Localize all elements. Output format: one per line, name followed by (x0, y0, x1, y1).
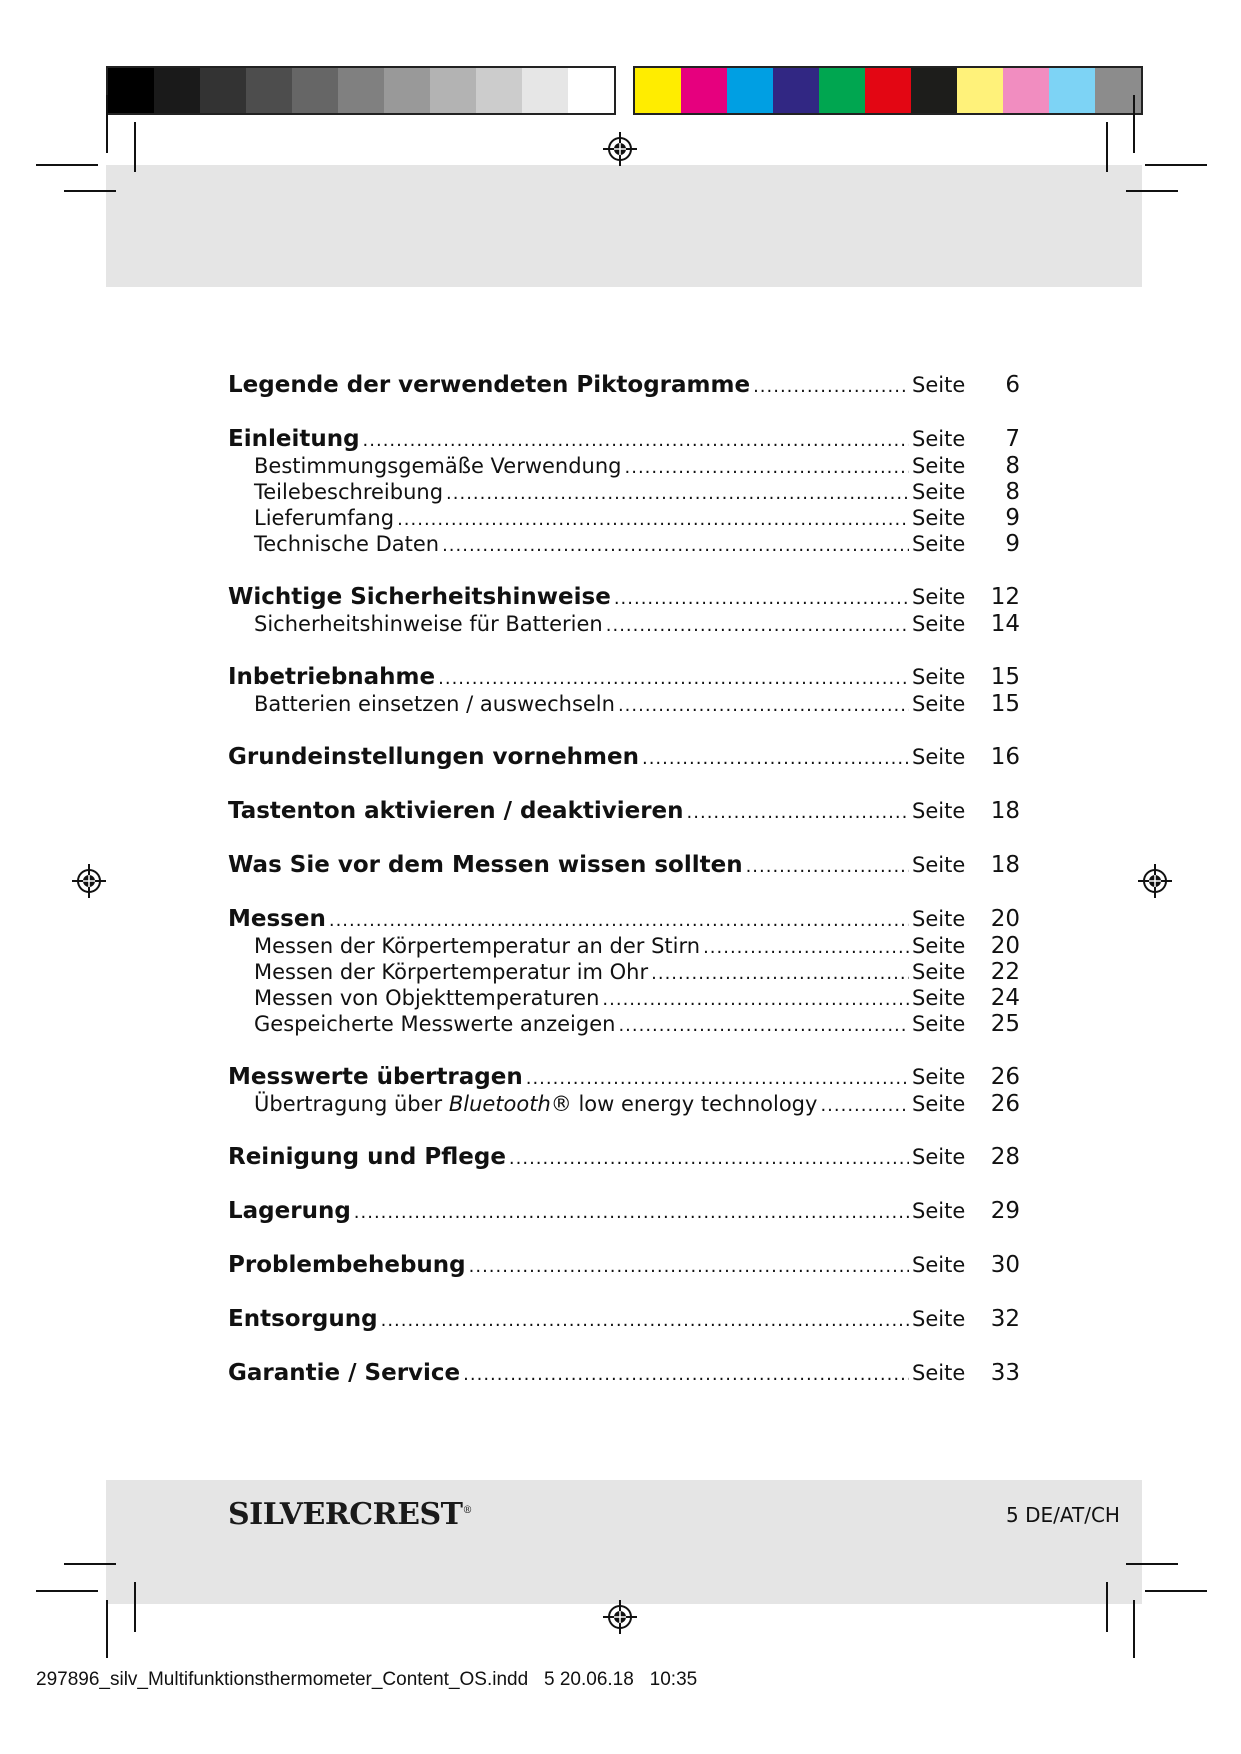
process-color-swatch (957, 68, 1003, 113)
toc-entry-title: Batterien einsetzen / auswechseln (254, 692, 615, 716)
grayscale-swatch (292, 68, 338, 113)
toc-leader-dots (703, 935, 909, 961)
toc-sub-entry (228, 691, 1020, 717)
toc-heading-entry (228, 372, 1020, 399)
toc-entry-title: Messen der Körpertemperatur im Ohr (254, 960, 649, 984)
toc-entry-title: Technische Daten (254, 532, 440, 556)
print-slug: 297896_silv_Multifunktionsthermometer_Content_OS.indd 5 20.06.18 10:35 (36, 1669, 698, 1690)
toc-leader-dots (625, 455, 909, 481)
toc-sub-entry (228, 959, 1020, 985)
toc-entry-title: Messen von Objekttemperaturen (254, 986, 600, 1010)
toc-page-label: Seite (912, 745, 966, 769)
toc-entry-title: Legende der verwendeten Piktogramme (228, 372, 751, 398)
toc-leader-dots (606, 613, 909, 639)
toc-leader-dots (526, 1065, 909, 1092)
toc-page-label: Seite (912, 454, 966, 478)
toc-leader-dots (820, 1093, 909, 1119)
toc-page-label: Seite (912, 532, 966, 556)
toc-page-label: Seite (912, 1253, 966, 1277)
toc-heading-entry (228, 1252, 1020, 1279)
toc-leader-dots (746, 853, 909, 880)
process-color-bar (633, 66, 1143, 115)
toc-leader-dots (381, 1307, 909, 1334)
toc-spacer (228, 1225, 1020, 1252)
toc-heading-entry (228, 798, 1020, 825)
toc-spacer (228, 879, 1020, 906)
toc-page-number: 8 (1005, 453, 1020, 479)
toc-spacer (228, 1333, 1020, 1360)
toc-entry-title: Messen (228, 906, 326, 932)
toc-page-number: 18 (990, 798, 1020, 824)
toc-page-label: Seite (912, 960, 966, 984)
toc-entry-title: Lagerung (228, 1198, 351, 1224)
toc-page-label: Seite (912, 799, 966, 823)
toc-leader-dots (442, 533, 909, 559)
toc-leader-dots (687, 799, 909, 826)
toc-page-number: 15 (990, 691, 1020, 717)
toc-leader-dots (602, 987, 909, 1013)
toc-entry-title: Was Sie vor dem Messen wissen sollten (228, 852, 743, 878)
registration-mark-left-icon (70, 862, 108, 900)
toc-page-label: Seite (912, 986, 966, 1010)
process-color-swatch (911, 68, 957, 113)
toc-spacer (228, 1117, 1020, 1144)
toc-heading-entry (228, 584, 1020, 611)
process-color-swatch (1049, 68, 1095, 113)
grayscale-swatch (522, 68, 568, 113)
toc-sub-entry (228, 453, 1020, 479)
toc-sub-entry (228, 933, 1020, 959)
toc-page-number: 26 (990, 1064, 1020, 1090)
toc-leader-dots (446, 481, 909, 507)
toc-page-label: Seite (912, 1361, 966, 1385)
toc-entry-title: Bestimmungsgemäße Verwendung (254, 454, 622, 478)
toc-leader-dots (753, 373, 909, 400)
toc-leader-dots (363, 427, 909, 454)
grayscale-swatch (338, 68, 384, 113)
toc-leader-dots (642, 745, 909, 772)
toc-page-label: Seite (912, 1307, 966, 1331)
toc-entry-title: Einleitung (228, 426, 360, 452)
toc-spacer (228, 1279, 1020, 1306)
grayscale-swatch (154, 68, 200, 113)
registration-mark-top-icon (601, 130, 639, 168)
toc-sub-entry (228, 611, 1020, 637)
toc-leader-dots (618, 1013, 909, 1039)
grayscale-swatch (108, 68, 154, 113)
grayscale-swatch (246, 68, 292, 113)
toc-page-number: 9 (1005, 505, 1020, 531)
process-color-swatch (773, 68, 819, 113)
header-band (106, 165, 1142, 287)
toc-page-label: Seite (912, 427, 966, 451)
toc-heading-entry (228, 1198, 1020, 1225)
toc-page-number: 26 (990, 1091, 1020, 1117)
toc-spacer (228, 399, 1020, 426)
toc-spacer (228, 557, 1020, 584)
toc-leader-dots (651, 961, 909, 987)
toc-page-label: Seite (912, 853, 966, 877)
toc-sub-entry (228, 531, 1020, 557)
grayscale-swatch (384, 68, 430, 113)
toc-heading-entry (228, 426, 1020, 453)
toc-page-number: 8 (1005, 479, 1020, 505)
toc-page-number: 32 (990, 1306, 1020, 1332)
toc-spacer (228, 825, 1020, 852)
footer-page-number: 5 DE/AT/CH (1006, 1503, 1120, 1527)
toc-page-number: 7 (1005, 426, 1020, 452)
toc-heading-entry (228, 1144, 1020, 1171)
toc-heading-entry (228, 1064, 1020, 1091)
toc-leader-dots (509, 1145, 909, 1172)
toc-entry-title: Grundeinstellungen vornehmen (228, 744, 639, 770)
toc-leader-dots (438, 665, 909, 692)
toc-heading-entry (228, 852, 1020, 879)
toc-page-number: 29 (990, 1198, 1020, 1224)
toc-page-number: 28 (990, 1144, 1020, 1170)
grayscale-swatch (568, 68, 614, 113)
toc-heading-entry (228, 744, 1020, 771)
toc-page-label: Seite (912, 585, 966, 609)
toc-sub-entry (228, 1091, 1020, 1117)
toc-page-label: Seite (912, 480, 966, 504)
toc-page-number: 30 (990, 1252, 1020, 1278)
toc-page-label: Seite (912, 1065, 966, 1089)
toc-heading-entry (228, 1306, 1020, 1333)
toc-page-label: Seite (912, 692, 966, 716)
toc-page-label: Seite (912, 1145, 966, 1169)
grayscale-swatch (430, 68, 476, 113)
toc-spacer (228, 1171, 1020, 1198)
toc-sub-entry (228, 479, 1020, 505)
toc-heading-entry (228, 1360, 1020, 1387)
toc-spacer (228, 1037, 1020, 1064)
toc-page-number: 18 (990, 852, 1020, 878)
toc-page-number: 6 (1005, 372, 1020, 398)
toc-entry-title: Inbetriebnahme (228, 664, 436, 690)
toc-spacer (228, 637, 1020, 664)
toc-page-number: 20 (990, 906, 1020, 932)
toc-leader-dots (354, 1199, 909, 1226)
brand-registered-mark: ® (462, 1505, 472, 1516)
toc-page-label: Seite (912, 1199, 966, 1223)
toc-page-number: 24 (990, 985, 1020, 1011)
toc-leader-dots (463, 1361, 909, 1388)
toc-page-number: 9 (1005, 531, 1020, 557)
process-color-swatch (681, 68, 727, 113)
toc-entry-title: Reinigung und Pflege (228, 1144, 506, 1170)
toc-entry-title: Sicherheitshinweise für Batterien (254, 612, 603, 636)
registration-mark-bottom-icon (601, 1598, 639, 1636)
toc-page-number: 14 (990, 611, 1020, 637)
toc-entry-title: Messwerte übertragen (228, 1064, 523, 1090)
toc-spacer (228, 771, 1020, 798)
toc-page-number: 33 (990, 1360, 1020, 1386)
grayscale-swatch (200, 68, 246, 113)
toc-entry-title: Tastenton aktivieren / deaktivieren (228, 798, 684, 824)
toc-sub-entry (228, 1011, 1020, 1037)
process-color-swatch (865, 68, 911, 113)
toc-page-label: Seite (912, 612, 966, 636)
toc-page-number: 22 (990, 959, 1020, 985)
brand-logo (228, 1497, 472, 1532)
process-color-swatch (1003, 68, 1049, 113)
toc-entry-title: Gespeicherte Messwerte anzeigen (254, 1012, 616, 1036)
toc-entry-title: Garantie / Service (228, 1360, 461, 1386)
grayscale-color-bar (106, 66, 616, 115)
toc-sub-entry (228, 985, 1020, 1011)
toc-entry-title: Lieferumfang (254, 506, 395, 530)
grayscale-swatch (476, 68, 522, 113)
toc-page-number: 20 (990, 933, 1020, 959)
toc-entry-title: Messen der Körpertemperatur an der Stirn (254, 934, 701, 958)
toc-page-label: Seite (912, 1092, 966, 1116)
toc-entry-title: Übertragung über Bluetooth® low energy technology (254, 1092, 818, 1116)
toc-page-label: Seite (912, 665, 966, 689)
toc-page-label: Seite (912, 1012, 966, 1036)
toc-page-label: Seite (912, 907, 966, 931)
toc-entry-title: Wichtige Sicherheitshinweise (228, 584, 611, 610)
toc-entry-title: Teilebeschreibung (254, 480, 444, 504)
toc-leader-dots (397, 507, 909, 533)
process-color-swatch (635, 68, 681, 113)
toc-sub-entry (228, 505, 1020, 531)
toc-leader-dots (469, 1253, 909, 1280)
registration-mark-right-icon (1136, 862, 1174, 900)
toc-spacer (228, 717, 1020, 744)
toc-entry-title: Entsorgung (228, 1306, 378, 1332)
toc-page-label: Seite (912, 373, 966, 397)
process-color-swatch (819, 68, 865, 113)
table-of-contents (228, 372, 1020, 1387)
toc-page-number: 25 (990, 1011, 1020, 1037)
toc-page-label: Seite (912, 506, 966, 530)
toc-page-label: Seite (912, 934, 966, 958)
toc-leader-dots (329, 907, 909, 934)
toc-page-number: 16 (990, 744, 1020, 770)
toc-page-number: 15 (990, 664, 1020, 690)
toc-page-number: 12 (990, 584, 1020, 610)
brand-name: SILVERCREST (228, 1497, 463, 1532)
process-color-swatch (727, 68, 773, 113)
toc-entry-title: Problembehebung (228, 1252, 466, 1278)
toc-leader-dots (614, 585, 909, 612)
toc-heading-entry (228, 664, 1020, 691)
toc-heading-entry (228, 906, 1020, 933)
toc-leader-dots (618, 693, 909, 719)
